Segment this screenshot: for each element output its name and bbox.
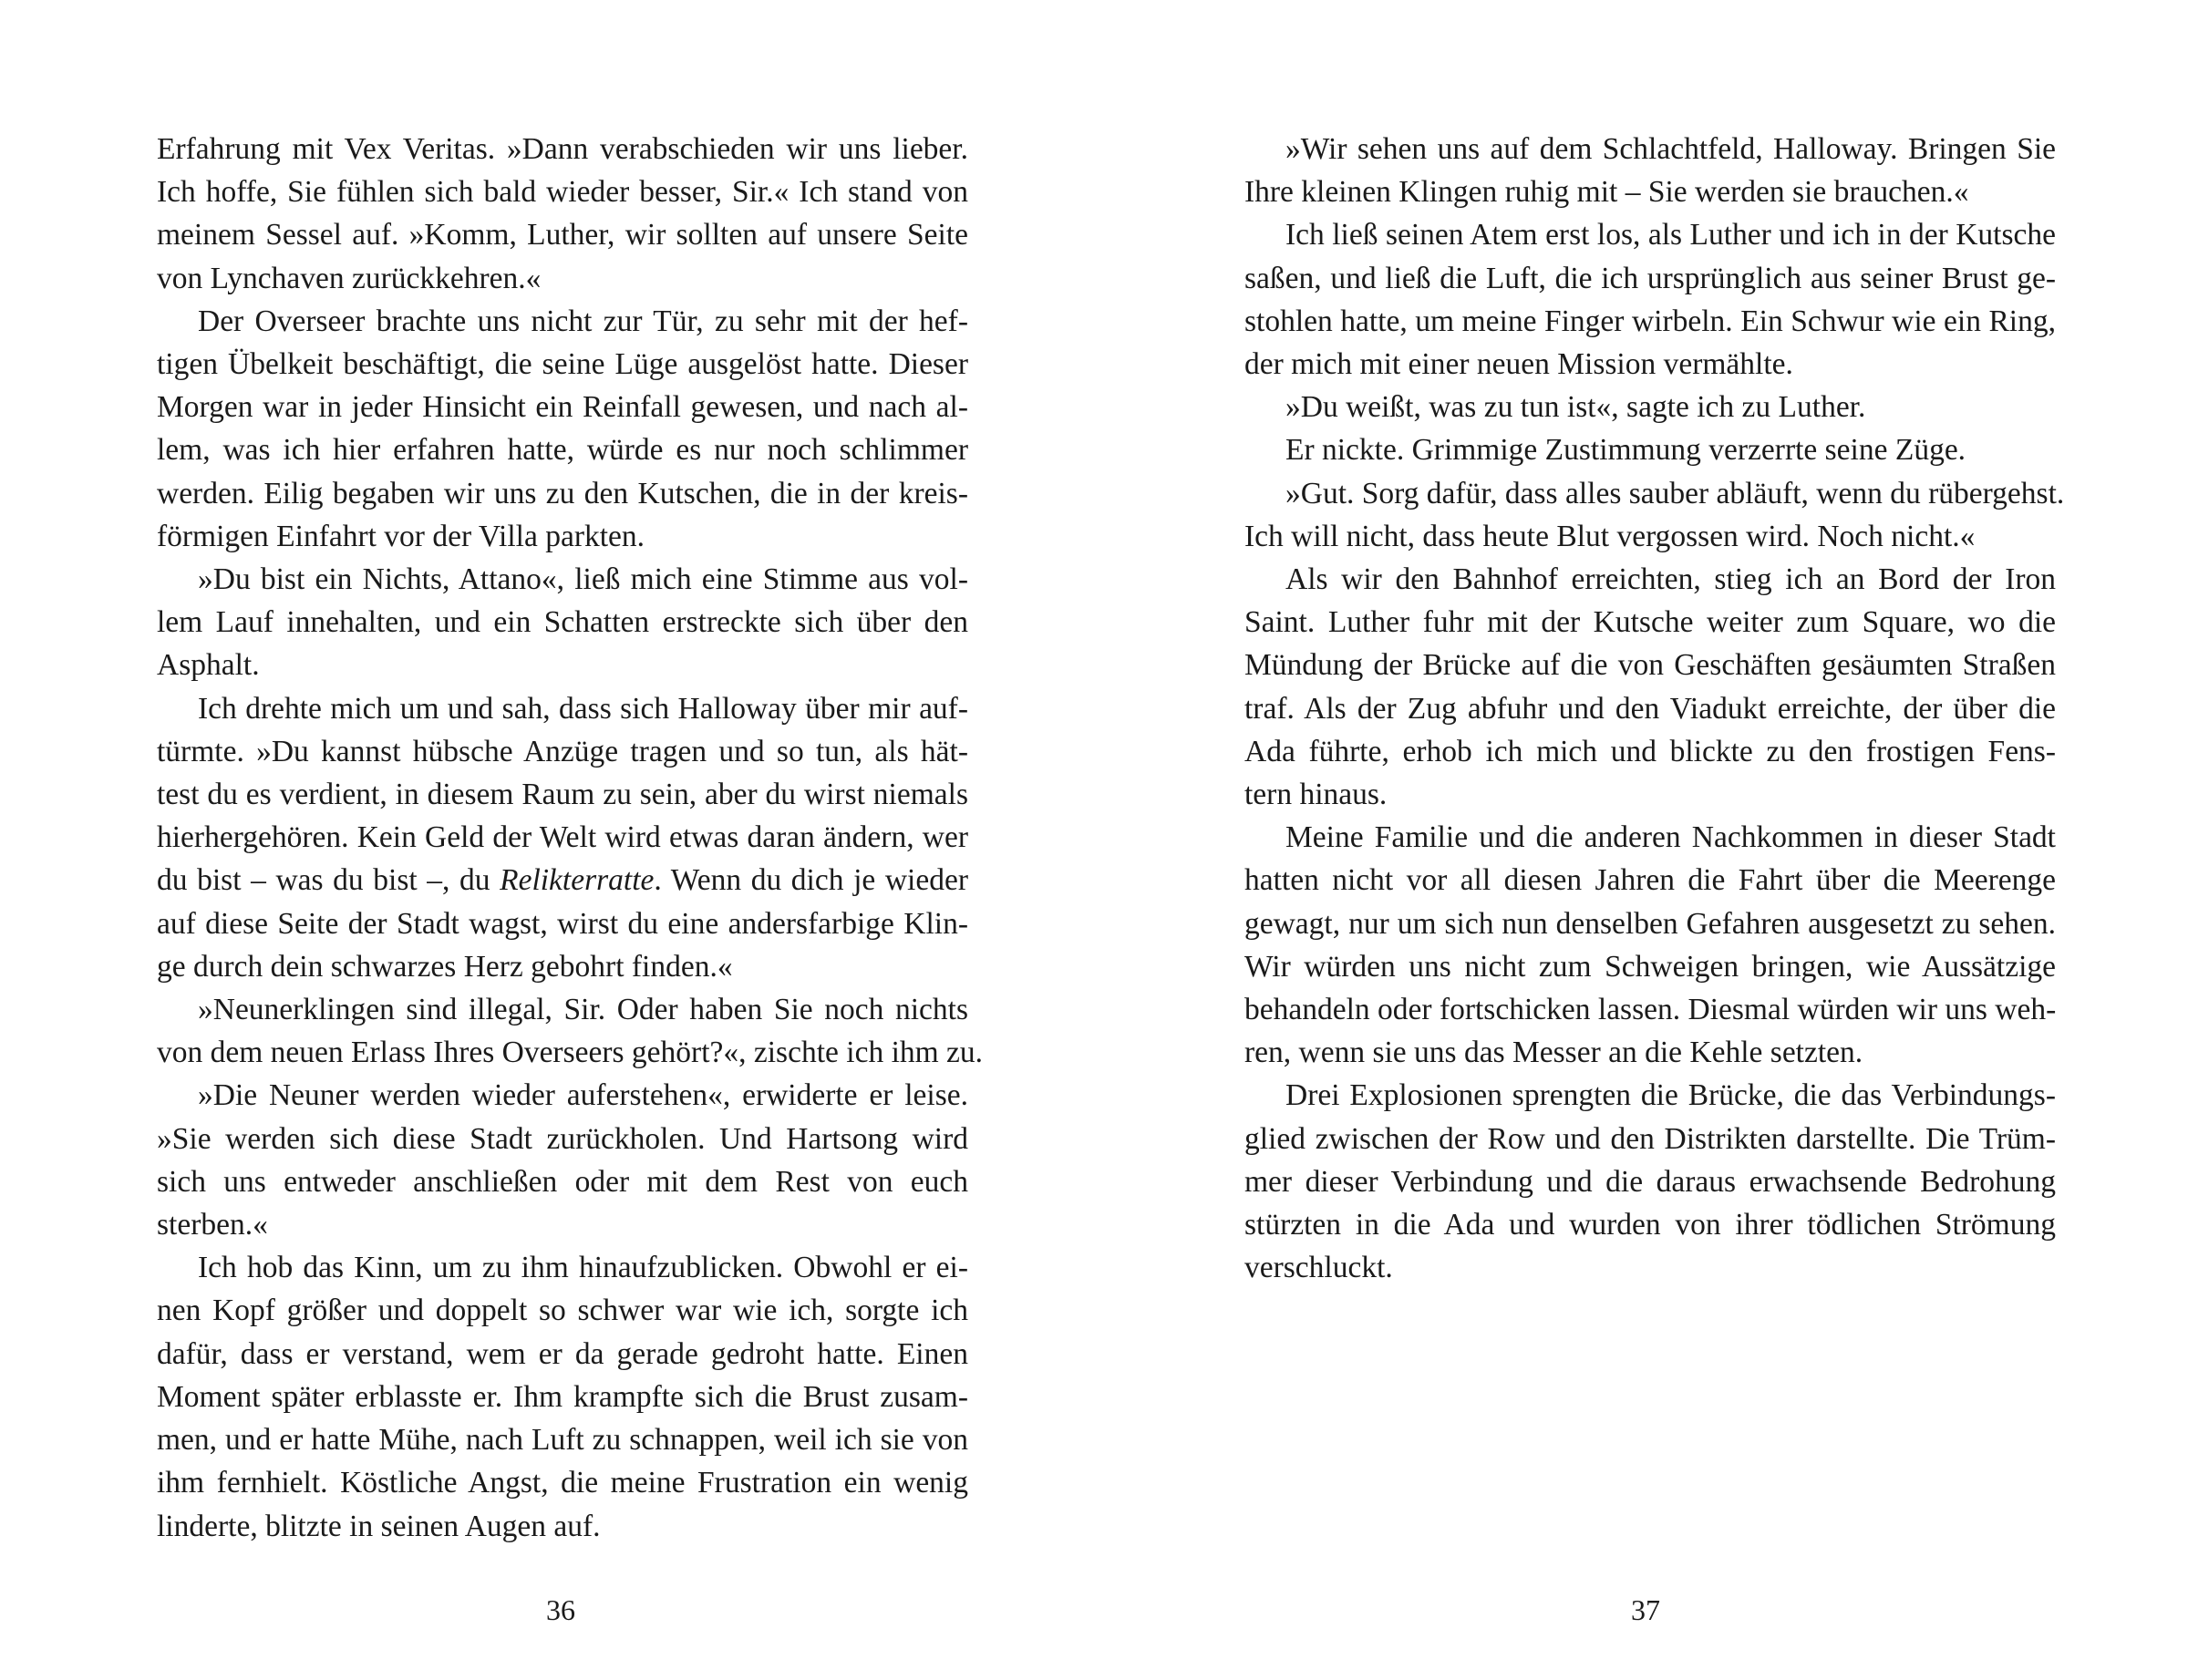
text-line: stohlen hatte, um meine Finger wirbeln. Ein Schwur wie ein Ring, — [1244, 304, 2056, 338]
text-line: gewagt, nur um sich nun denselben Gefahren ausgesetzt zu sehen. — [1244, 906, 2056, 941]
text-line: tigen Übelkeit beschäftigt, die seine Lüge ausgelöst hatte. Dieser — [157, 347, 968, 382]
text-line: Saint. Luther fuhr mit der Kutsche weiter zum Square, wo die — [1244, 605, 2056, 640]
text-line: Mündung der Brücke auf die von Geschäften gesäumten Straßen — [1244, 648, 2056, 683]
left-page-number: 36 — [546, 1593, 575, 1626]
text-line: Ich ließ seinen Atem erst los, als Luther und ich in der Kutsche — [1285, 218, 2056, 253]
text-line: mer dieser Verbindung und die daraus erwachsende Bedrohung — [1244, 1164, 2056, 1199]
text-line: Drei Explosionen sprengten die Brücke, die das Verbindungs- — [1285, 1078, 2056, 1113]
text-line: türmte. »Du kannst hübsche Anzüge tragen und so tun, als hät- — [157, 734, 968, 768]
text-line: Ada führte, erhob ich mich und blickte zu den frostigen Fens- — [1244, 734, 2056, 768]
text-line: du bist – was du bist –, du Relikterratte. Wenn du dich je wieder — [157, 863, 969, 898]
paragraph — [157, 1246, 968, 1547]
text-line: Ich hoffe, Sie fühlen sich bald wieder besser, Sir.« Ich stand von — [157, 175, 968, 210]
text-line: »Wir sehen uns auf dem Schlachtfeld, Halloway. Bringen Sie — [1285, 132, 2056, 166]
text-line: »Du weißt, was zu tun ist«, sagte ich zu Luther. — [1285, 390, 1866, 425]
text-line: Er nickte. Grimmige Zustimmung verzerrte seine Züge. — [1285, 433, 1966, 468]
text-line: »Gut. Sorg dafür, dass alles sauber abläuft, wenn du rübergehst. — [1285, 476, 2065, 510]
paragraph — [1244, 472, 2065, 558]
text-line: tern hinaus. — [1244, 778, 1388, 812]
paragraph — [1244, 558, 2056, 816]
paragraph — [157, 300, 968, 558]
paragraph — [157, 1074, 968, 1246]
paragraph — [157, 128, 968, 300]
text-line: Ich will nicht, dass heute Blut vergossen wird. Noch nicht.« — [1244, 519, 1976, 553]
left-page-body — [157, 128, 984, 1548]
text-line: Der Overseer brachte uns nicht zur Tür, zu sehr mit der hef- — [198, 304, 968, 338]
text-line: »Du bist ein Nichts, Attano«, ließ mich eine Stimme aus vol- — [198, 562, 968, 597]
text-line: Ich drehte mich um und sah, dass sich Halloway über mir auf- — [198, 691, 968, 726]
text-line: ren, wenn sie uns das Messer an die Kehle setzten. — [1244, 1036, 1863, 1070]
text-line: der mich mit einer neuen Mission vermählte. — [1244, 347, 1793, 382]
paragraph — [157, 558, 968, 687]
text-line: Ich hob das Kinn, um zu ihm hinaufzublicken. Obwohl er ei- — [198, 1251, 968, 1285]
text-line: verschluckt. — [1244, 1251, 1393, 1285]
text-line: lem Lauf innehalten, und ein Schatten erstreckte sich über den — [157, 605, 968, 640]
text-line: traf. Als der Zug abfuhr und den Viadukt erreichte, der über die — [1244, 691, 2056, 726]
right-page-number: 37 — [1631, 1593, 1660, 1626]
text-line: »Sie werden sich diese Stadt zurückholen. Und Hartsong wird — [157, 1121, 968, 1156]
text-line: test du es verdient, in diesem Raum zu sein, aber du wirst niemals — [157, 778, 968, 812]
text-line: Meine Familie und die anderen Nachkommen in dieser Stadt — [1285, 820, 2056, 855]
text-line: men, und er hatte Mühe, nach Luft zu schnappen, weil ich sie von — [157, 1423, 968, 1458]
text-line: förmigen Einfahrt vor der Villa parkten. — [157, 519, 645, 553]
text-line: meinem Sessel auf. »Komm, Luther, wir sollten auf unsere Seite — [157, 218, 968, 253]
text-line: hierhergehören. Kein Geld der Welt wird etwas daran ändern, wer — [157, 820, 968, 855]
paragraph — [1244, 213, 2056, 386]
right-page-body — [1244, 128, 2065, 1289]
text-line: Asphalt. — [157, 648, 260, 683]
text-line: ihm fernhielt. Köstliche Angst, die meine Frustration ein wenig — [157, 1466, 968, 1500]
paragraph — [157, 988, 984, 1074]
text-line: Moment später erblasste er. Ihm krampfte sich die Brust zusam- — [157, 1379, 968, 1414]
text-line: auf diese Seite der Stadt wagst, wirst du eine andersfarbige Klin- — [157, 906, 968, 941]
text-line: Wir würden uns nicht zum Schweigen bringen, wie Aussätzige — [1244, 949, 2056, 984]
text-line: sterben.« — [157, 1208, 268, 1242]
text-line: werden. Eilig begaben wir uns zu den Kutschen, die in der kreis- — [157, 476, 968, 510]
paragraph — [157, 687, 968, 988]
text-line: behandeln oder fortschicken lassen. Diesmal würden wir uns weh- — [1244, 993, 2057, 1027]
paragraph — [1244, 128, 2056, 213]
text-line: Ihre kleinen Klingen ruhig mit – Sie werden sie brauchen.« — [1244, 175, 1969, 210]
text-line: sich uns entweder anschließen oder mit dem Rest von euch — [157, 1164, 968, 1199]
text-line: »Neunerklingen sind illegal, Sir. Oder haben Sie noch nichts — [198, 993, 968, 1027]
text-line: Als wir den Bahnhof erreichten, stieg ich an Bord der Iron — [1285, 562, 2056, 597]
text-line: hatten nicht vor all diesen Jahren die Fahrt über die Meerenge — [1244, 863, 2056, 898]
text-line: »Die Neuner werden wieder auferstehen«, erwiderte er leise. — [198, 1078, 968, 1113]
text-line: glied zwischen der Row und den Distrikten darstellte. Die Trüm- — [1244, 1121, 2056, 1156]
text-line: linderte, blitzte in seinen Augen auf. — [157, 1509, 601, 1543]
text-line: nen Kopf größer und doppelt so schwer war wie ich, sorgte ich — [157, 1293, 968, 1328]
paragraph — [1244, 428, 2056, 471]
paragraph — [1244, 816, 2056, 1074]
text-line: Morgen war in jeder Hinsicht ein Reinfall gewesen, und nach al- — [157, 390, 968, 425]
text-line: stürzten in die Ada und wurden von ihrer tödlichen Strömung — [1244, 1208, 2056, 1242]
paragraph — [1244, 386, 2056, 428]
text-line: saßen, und ließ die Luft, die ich ursprünglich aus seiner Brust ge- — [1244, 261, 2056, 295]
paragraph — [1244, 1074, 2056, 1289]
text-line: Erfahrung mit Vex Veritas. »Dann verabschieden wir uns lieber. — [157, 132, 968, 166]
text-line: dafür, dass er verstand, wem er da gerade gedroht hatte. Einen — [157, 1336, 968, 1371]
text-line: von dem neuen Erlass Ihres Overseers gehört?«, zischte ich ihm zu. — [157, 1036, 984, 1070]
text-line: von Lynchaven zurückkehren.« — [157, 261, 542, 295]
right-page — [1094, 0, 2188, 1680]
text-line: lem, was ich hier erfahren hatte, würde es nur noch schlimmer — [157, 433, 968, 468]
text-line: ge durch dein schwarzes Herz gebohrt finden.« — [157, 949, 733, 984]
